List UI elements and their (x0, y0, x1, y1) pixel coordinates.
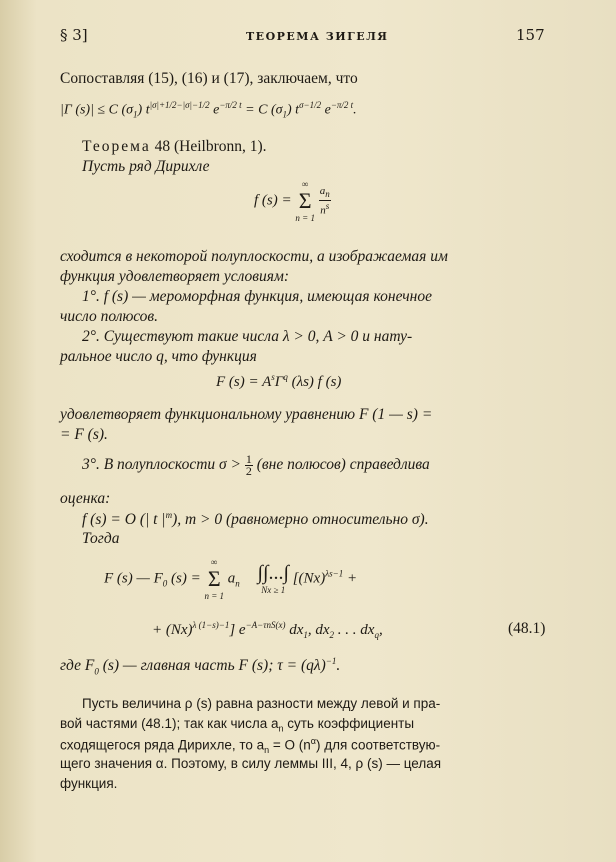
sigma: Σ (207, 566, 221, 591)
where-text: . (336, 657, 341, 675)
estimate-label: оценка: (60, 490, 111, 507)
condition-3-line (82, 454, 430, 477)
integral-glyphs: ∫∫...∫ (257, 562, 289, 584)
integral-domain: Nx ≥ 1 (261, 585, 286, 595)
page-number: 157 (516, 26, 545, 44)
eq-exp: −A−τn (245, 620, 271, 630)
condition-1-line-1: 1°. f (s) — мероморфная функция, имеющая конечное (82, 288, 432, 305)
eq-sub: q (374, 630, 379, 640)
frac-num: 1 (245, 452, 252, 466)
sum-bottom: n = 1 (295, 213, 315, 223)
eq-exp: −π/2 t (330, 100, 354, 110)
eq-text: [(Nx) (292, 570, 326, 587)
eq-text: ) t (137, 102, 150, 118)
para-text: вой частями (48.1); так как числа a (60, 716, 279, 731)
eq-text: F (s) = A (216, 374, 272, 390)
eq-exp: σ−1/2 (299, 100, 322, 110)
eq-text: e (321, 102, 331, 118)
est-text: f (s) = O (| t | (82, 511, 166, 529)
where-exp: −1 (325, 656, 337, 666)
equation-main-line-2 (152, 620, 383, 640)
sum-top: ∞ (211, 557, 218, 567)
sum-bottom: n = 1 (204, 591, 225, 601)
eq-exp: |σ|+1/2−|σ|−1/2 (149, 100, 210, 110)
paragraph-line-5: функция. (60, 776, 118, 791)
paragraph-line-2 (60, 716, 414, 734)
eq-exp: λ (1−s)−1 (192, 620, 230, 630)
eq-text: . . . dx (334, 622, 375, 638)
condition-1-line-2: число полюсов. (60, 308, 159, 325)
eq-sub: 1 (133, 109, 138, 120)
para-text: суть коэффициенты (283, 716, 415, 731)
eq-text: f (s) = (254, 192, 296, 209)
eq-exp: s (271, 372, 275, 382)
eq-text: ) t (287, 102, 300, 118)
where-line (60, 656, 340, 676)
para-text: сходящегося ряда Дирихле, то a (60, 737, 265, 753)
frac-num-text: a (319, 184, 326, 197)
theorem-ref: 48 (Heilbronn, 1). (150, 138, 267, 155)
eq-text: (λs) f (s) (287, 374, 342, 390)
frac-num (319, 186, 331, 201)
frac-sub: n (325, 188, 330, 199)
conditions-line-1: сходится в некоторой полуплоскости, а изображаемая им (60, 248, 448, 265)
sigma: Σ (298, 188, 312, 213)
eq-text: + (343, 570, 358, 587)
eq-sub: 1 (282, 109, 288, 120)
para-sub: n (278, 723, 284, 734)
eq-text: (s) = (167, 570, 205, 587)
eq-exp: S(x) (270, 620, 286, 630)
eq-exp: q (283, 372, 288, 382)
eq-text: Γ (274, 374, 284, 390)
eq-text: |Γ (s)| ≤ C (σ (60, 102, 134, 118)
eq-text: e (209, 102, 220, 118)
fraction (319, 186, 331, 217)
equation-number: (48.1) (508, 620, 546, 637)
eq-sub: 1 (303, 630, 308, 640)
eq-sub: 0 (162, 578, 168, 589)
para-exp: α (310, 736, 316, 746)
sum-symbol (204, 556, 224, 602)
paragraph-line-1: Пусть величина ρ (s) равна разности между левой и пра- (82, 696, 441, 711)
eq-text: dx (285, 622, 304, 638)
theorem-heading (82, 138, 267, 156)
eq-text: , (378, 622, 383, 638)
equation-F (216, 372, 341, 391)
theorem-let-line: Пусть ряд Дирихле (82, 158, 210, 175)
condition-2-line-2: ральное число q, что функция (60, 348, 257, 365)
eq-exp: −π/2 t (219, 100, 242, 110)
c3-text: (вне полюсов) справедлива (256, 456, 430, 474)
functional-eq-line-2: = F (s). (60, 426, 108, 443)
equation-gamma-bound (60, 100, 357, 119)
sum-symbol (295, 178, 315, 224)
para-text: = O (n (269, 737, 311, 753)
eq-text: , dx (307, 622, 330, 638)
c3-text: 3°. В полуплоскости σ > (82, 456, 245, 474)
eq-exp: λs−1 (325, 568, 344, 579)
est-exp: m (165, 510, 173, 520)
theorem-word: Теорема (82, 138, 151, 155)
fraction-half (245, 454, 253, 477)
intro-line: Сопоставляя (15), (16) и (17), заключаем, что (60, 70, 358, 87)
conditions-line-2: функция удовлетворяет условиям: (60, 268, 290, 285)
para-sub: n (264, 745, 270, 756)
eq-text: . (353, 102, 357, 118)
eq-text: = C (σ (241, 102, 283, 118)
sum-top: ∞ (301, 179, 309, 189)
where-text: где F (60, 657, 95, 675)
section-marker: § 3] (60, 26, 88, 44)
est-text: ), m > 0 (равномерно относительно σ). (172, 511, 429, 529)
paragraph-line-4: щего значения α. Поэтому, в силу леммы III, 4, ρ (s) — целая (60, 756, 442, 771)
eq-sub: 2 (329, 630, 335, 640)
paragraph-line-3 (60, 736, 440, 755)
frac-den: 2 (245, 464, 252, 478)
equation-dirichlet-series (254, 178, 331, 224)
para-text: ) для соответствую- (316, 737, 441, 753)
eq-text: ] e (229, 622, 246, 638)
frac-den: $n^s$ (320, 200, 330, 217)
where-text: (s) — главная часть F (s); τ = (qλ) (98, 657, 326, 675)
integral-symbol (258, 562, 289, 596)
running-title: ТЕОРЕМА ЗИГЕЛЯ (246, 30, 389, 43)
eq-text: a (227, 570, 236, 587)
eq-sub: n (235, 578, 240, 589)
condition-2-line-1: 2°. Существуют такие числа λ > 0, A > 0 и нату- (82, 328, 413, 345)
eq-text: + (Nx) (152, 622, 193, 638)
estimate-line (82, 510, 429, 529)
equation-main-line-1 (104, 556, 357, 602)
eq-text: F (s) — F (104, 570, 163, 587)
where-sub: 0 (94, 666, 99, 677)
functional-eq-line-1: удовлетворяет функциональному уравнению F (1 — s) = (60, 406, 433, 423)
then-word: Тогда (82, 530, 120, 547)
